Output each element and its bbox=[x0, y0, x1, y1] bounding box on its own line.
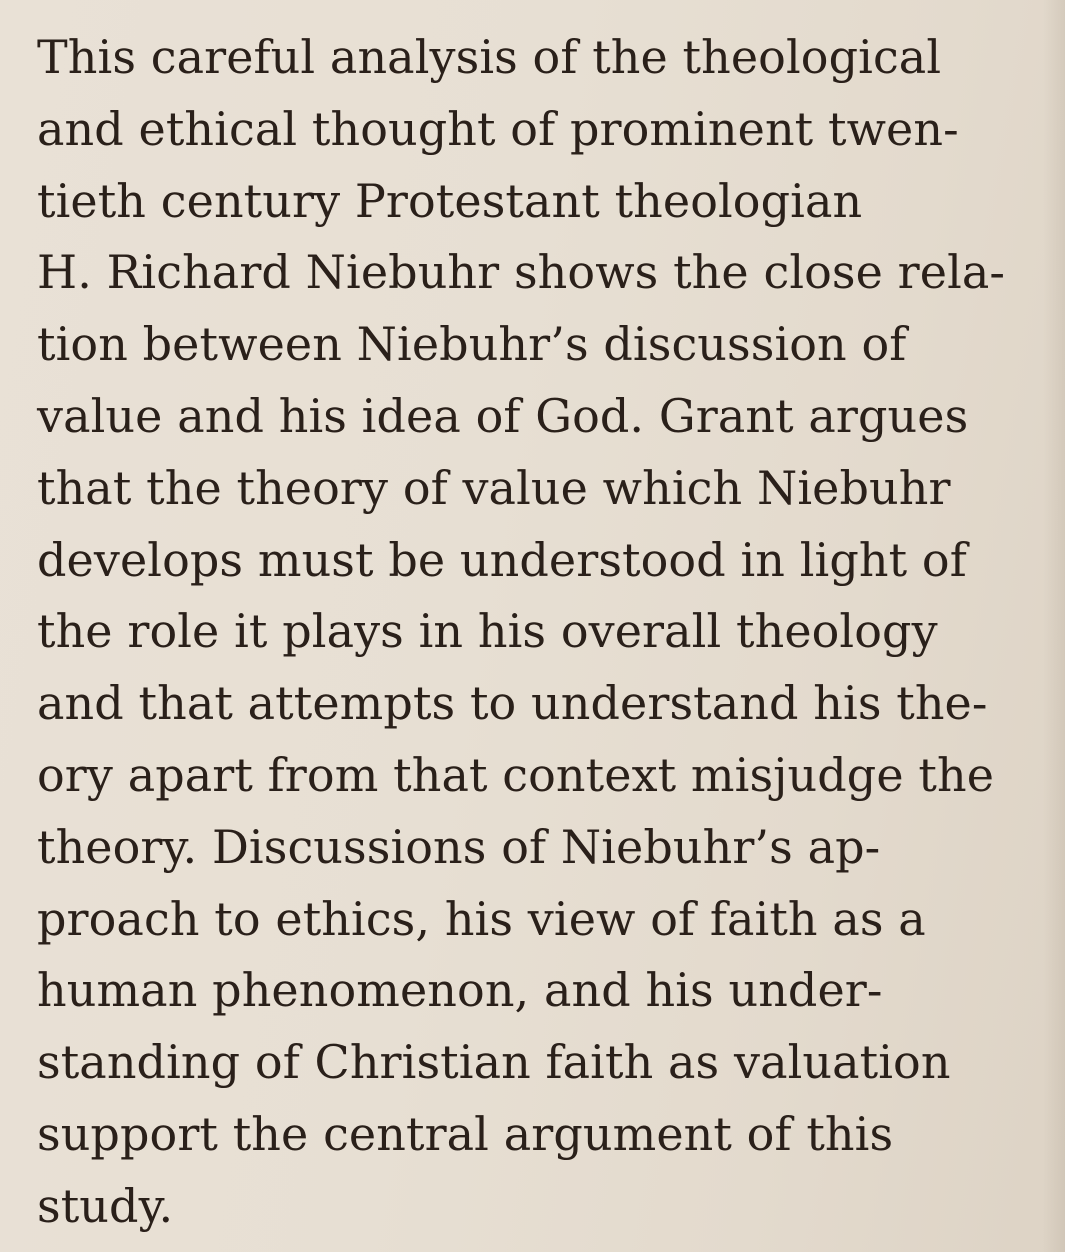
blurb-line-3: tieth century Protestant theologian bbox=[37, 173, 863, 228]
blurb-line-11: ory apart from that context misjudge the bbox=[37, 747, 995, 802]
blurb-line-10: and that attempts to understand his the- bbox=[37, 676, 988, 731]
blurb-line-16: support the central argument of this bbox=[37, 1106, 894, 1161]
blurb-line-14: human phenomenon, and his under- bbox=[37, 963, 883, 1018]
blurb-line-13: proach to ethics, his view of faith as a bbox=[37, 891, 926, 946]
blurb-line-15: standing of Christian faith as valuation bbox=[37, 1035, 951, 1090]
blurb-line-1: This careful analysis of the theological bbox=[37, 30, 942, 84]
blurb-line-5: tion between Niebuhr’s discussion of bbox=[37, 317, 907, 372]
book-blurb bbox=[37, 22, 1047, 1243]
blurb-line-2: and ethical thought of prominent twen- bbox=[37, 101, 959, 156]
blurb-line-8: develops must be understood in light of bbox=[37, 532, 967, 587]
blurb-line-4: H. Richard Niebuhr shows the close rela- bbox=[37, 245, 1006, 300]
blurb-line-7: that the theory of value which Niebuhr bbox=[37, 460, 951, 515]
blurb-line-9: the role it plays in his overall theology bbox=[37, 604, 938, 659]
blurb-line-12: theory. Discussions of Niebuhr’s ap- bbox=[37, 819, 881, 874]
blurb-line-17: study. bbox=[37, 1178, 174, 1233]
blurb-line-6: value and his idea of God. Grant argues bbox=[37, 388, 969, 443]
